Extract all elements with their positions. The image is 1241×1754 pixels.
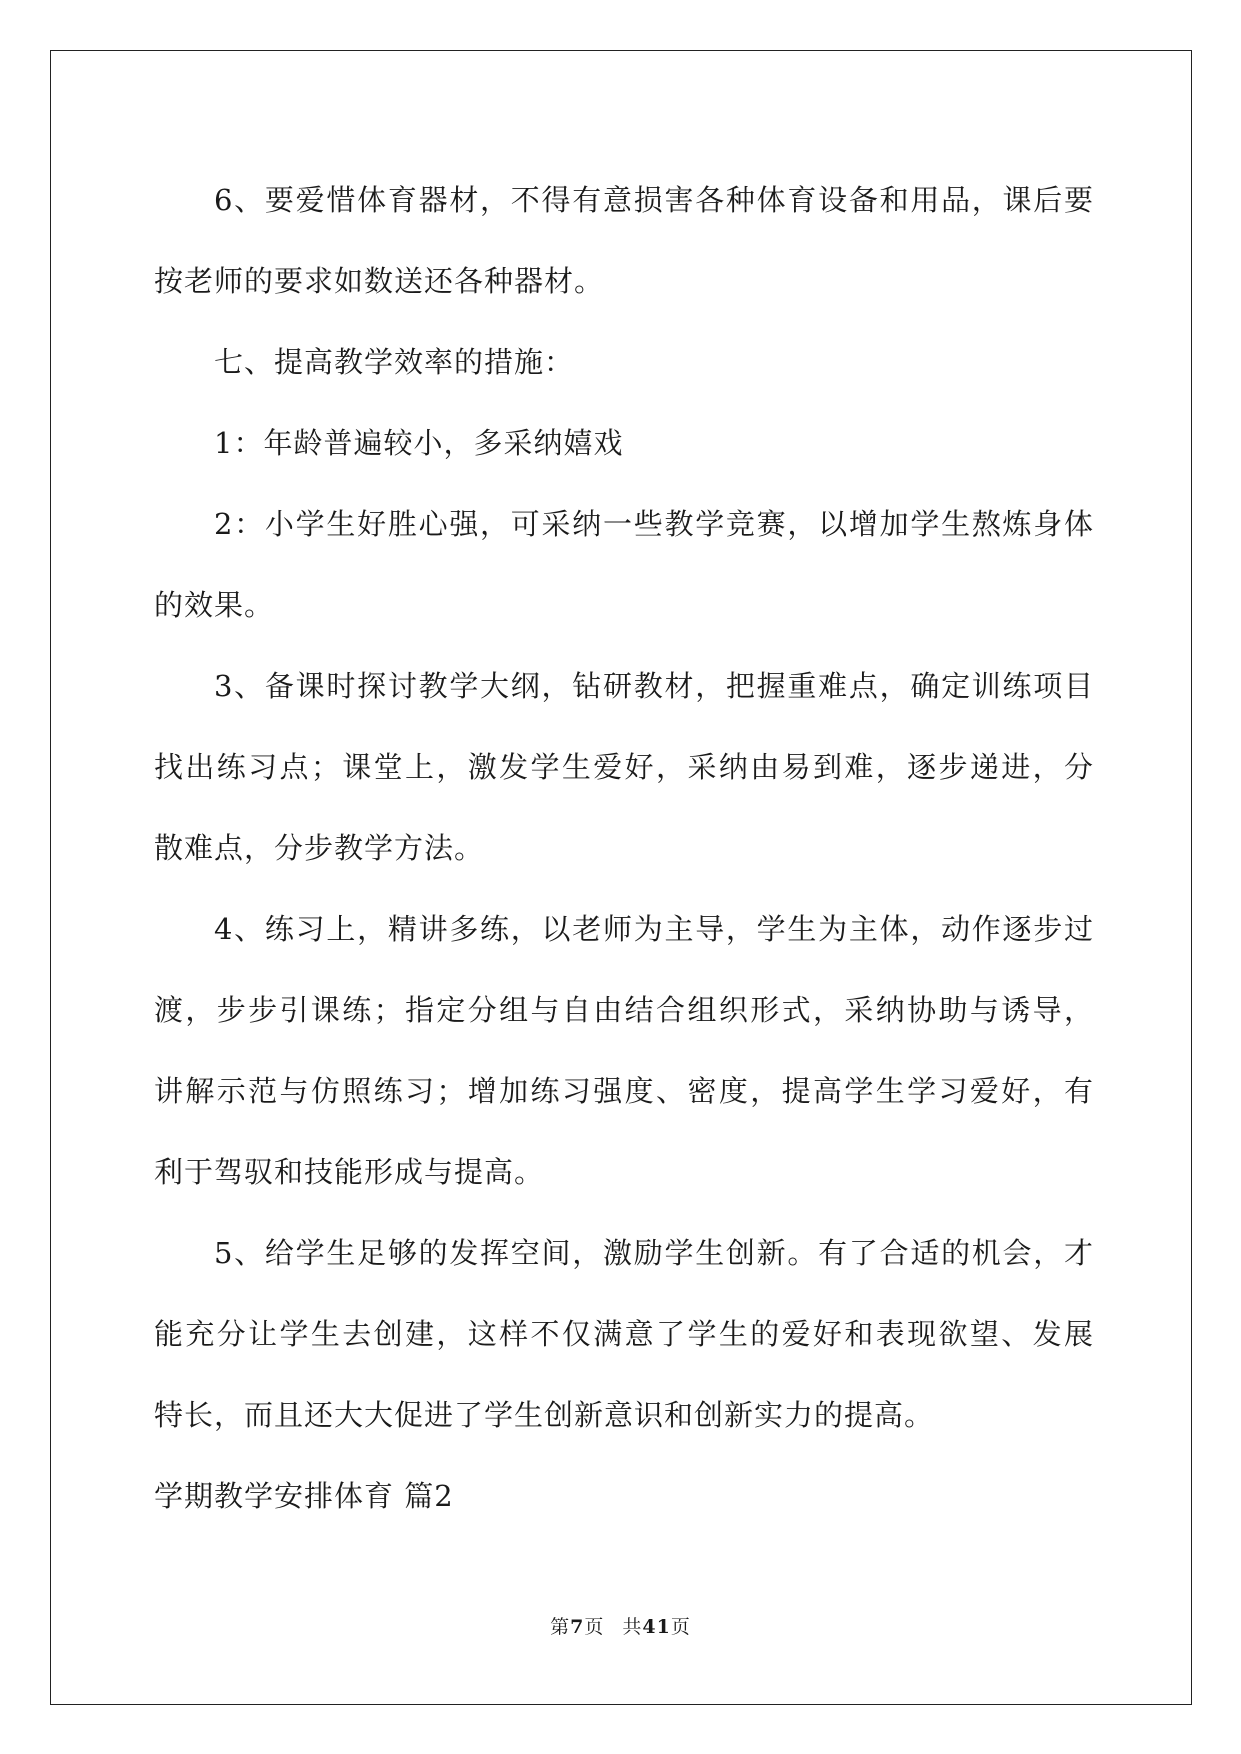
- paragraph-6-line-1: 6、要爱惜体育器材，不得有意损害各种体育设备和用品，课后要: [214, 183, 1094, 217]
- measure-5-line-3: 特长，而且还大大促进了学生创新意识和创新实力的提高。: [154, 1398, 935, 1432]
- total-page-count: 41: [642, 1616, 671, 1638]
- page-footer: [0, 1612, 1241, 1639]
- footer-prefix: 第: [550, 1616, 571, 1638]
- footer-total-prefix: 共: [622, 1616, 643, 1638]
- current-page-number: 7: [570, 1616, 585, 1638]
- measure-5-line-2: 能充分让学生去创建，这样不仅满意了学生的爱好和表现欲望、发展: [154, 1317, 1094, 1351]
- measure-4-line-4: 利于驾驭和技能形成与提高。: [154, 1155, 545, 1189]
- measure-4-line-3: 讲解示范与仿照练习；增加练习强度、密度，提高学生学习爱好，有: [154, 1074, 1094, 1108]
- footer-page-unit: 页: [584, 1616, 605, 1638]
- measure-3-line-1: 3、备课时探讨教学大纲，钻研教材，把握重难点，确定训练项目: [214, 669, 1094, 703]
- section-heading-seven: 七、提高教学效率的措施：: [214, 345, 575, 379]
- document-body: [154, 160, 1094, 1537]
- measure-3-line-3: 散难点，分步教学方法。: [154, 831, 485, 865]
- footer-total-unit: 页: [670, 1616, 691, 1638]
- measure-4-line-1: 4、练习上，精讲多练，以老师为主导，学生为主体，动作逐步过: [214, 912, 1094, 946]
- measure-5-line-1: 5、给学生足够的发挥空间，激励学生创新。有了合适的机会，才: [214, 1236, 1094, 1270]
- measure-2-line-1: 2：小学生好胜心强，可采纳一些教学竞赛，以增加学生熬炼身体: [214, 507, 1094, 541]
- measure-4-line-2: 渡，步步引课练；指定分组与自由结合组织形式，采纳协助与诱导，: [154, 993, 1094, 1027]
- measure-1: 1：年龄普遍较小，多采纳嬉戏: [214, 426, 624, 460]
- paragraph-6-line-2: 按老师的要求如数送还各种器材。: [154, 264, 605, 298]
- measure-3-line-2: 找出练习点；课堂上，激发学生爱好，采纳由易到难，逐步递进，分: [154, 750, 1094, 784]
- measure-2-line-2: 的效果。: [154, 588, 275, 622]
- section-title-part-2: 学期教学安排体育 篇2: [154, 1479, 454, 1513]
